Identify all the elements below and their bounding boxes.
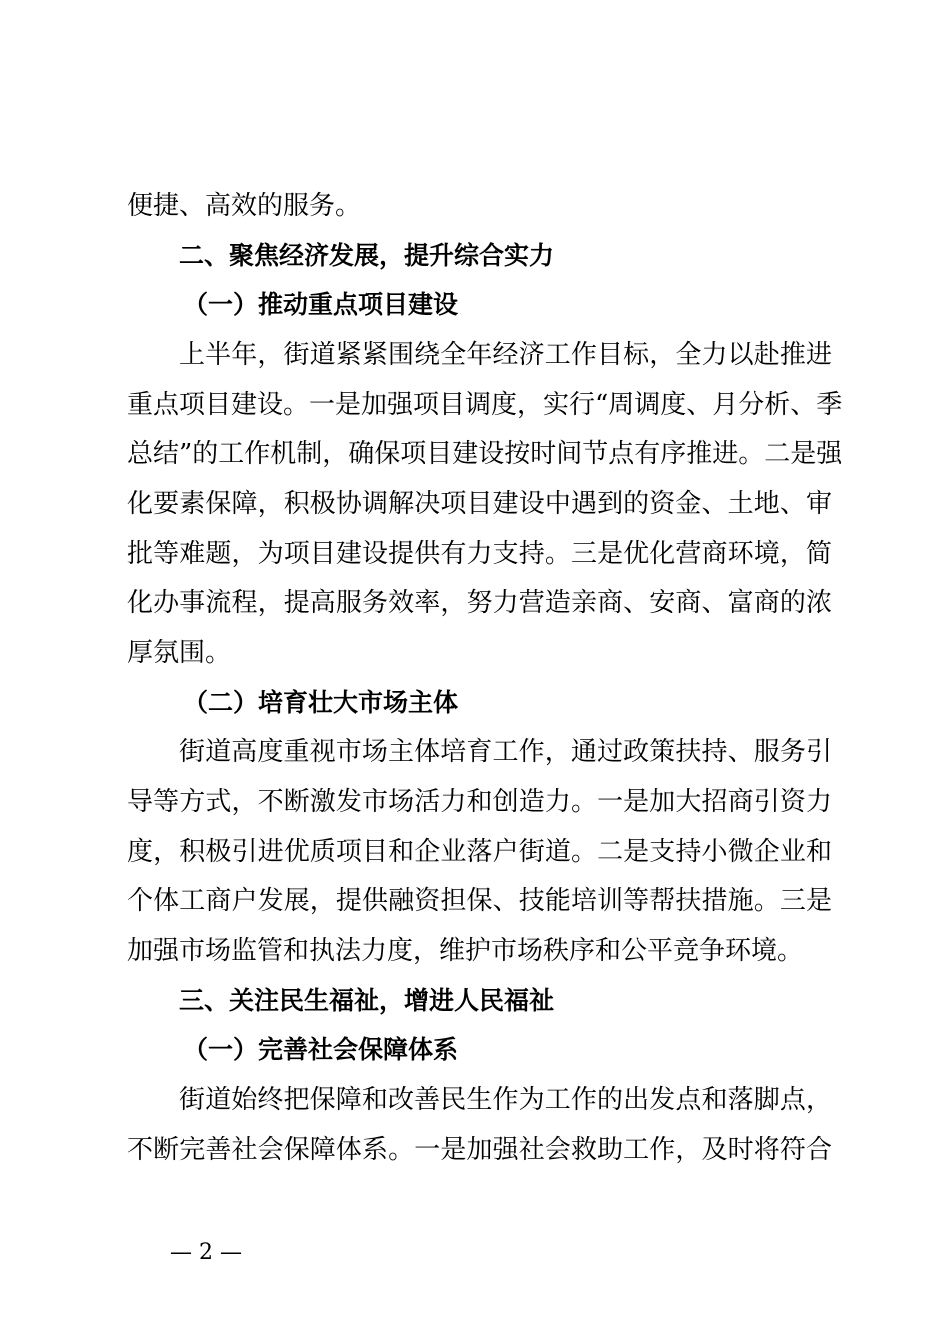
paragraph-line: 化办事流程，提高服务效率，努力营造亲商、安商、富商的浓 [127,588,832,618]
paragraph-line: 加强市场监管和执法力度，维护市场秩序和公平竞争环境。 [127,936,804,966]
section-2-2-heading: （二）培育壮大市场主体 [183,688,459,717]
section-2-heading: 二、聚焦经济发展，提升综合实力 [179,241,555,270]
paragraph-line: 批等难题，为项目建设提供有力支持。三是优化营商环境，简 [127,539,832,569]
section-3-1-heading: （一）完善社会保障体系 [183,1035,459,1064]
paragraph-line: 街道始终把保障和改善民生作为工作的出发点和落脚点， [179,1085,832,1115]
paragraph-line: 厚氛围。 [127,638,232,668]
continuation-text: 便捷、高效的服务。 [127,191,362,221]
paragraph-line: 上半年，街道紧紧围绕全年经济工作目标，全力以赴推进 [179,340,832,370]
paragraph-line: 街道高度重视市场主体培育工作，通过政策扶持、服务引 [179,737,832,767]
paragraph-line: 度，积极引进优质项目和企业落户街道。二是支持小微企业和 [127,837,832,867]
section-3-heading: 三、关注民生福祉，增进人民福祉 [179,986,555,1015]
paragraph-line: 重点项目建设。一是加强项目调度，实行“周调度、月分析、季 [127,390,843,420]
paragraph-line: 总结”的工作机制，确保项目建设按时间节点有序推进。二是强 [127,439,843,469]
paragraph-line: 个体工商户发展，提供融资担保、技能培训等帮扶措施。三是 [127,886,832,916]
paragraph-line: 化要素保障，积极协调解决项目建设中遇到的资金、土地、审 [127,489,832,519]
paragraph-line: 导等方式，不断激发市场活力和创造力。一是加大招商引资力 [127,787,832,817]
page-number: — 2 — [170,1240,242,1265]
section-2-1-heading: （一）推动重点项目建设 [183,290,459,319]
paragraph-line: 不断完善社会保障体系。一是加强社会救助工作，及时将符合 [127,1135,832,1165]
